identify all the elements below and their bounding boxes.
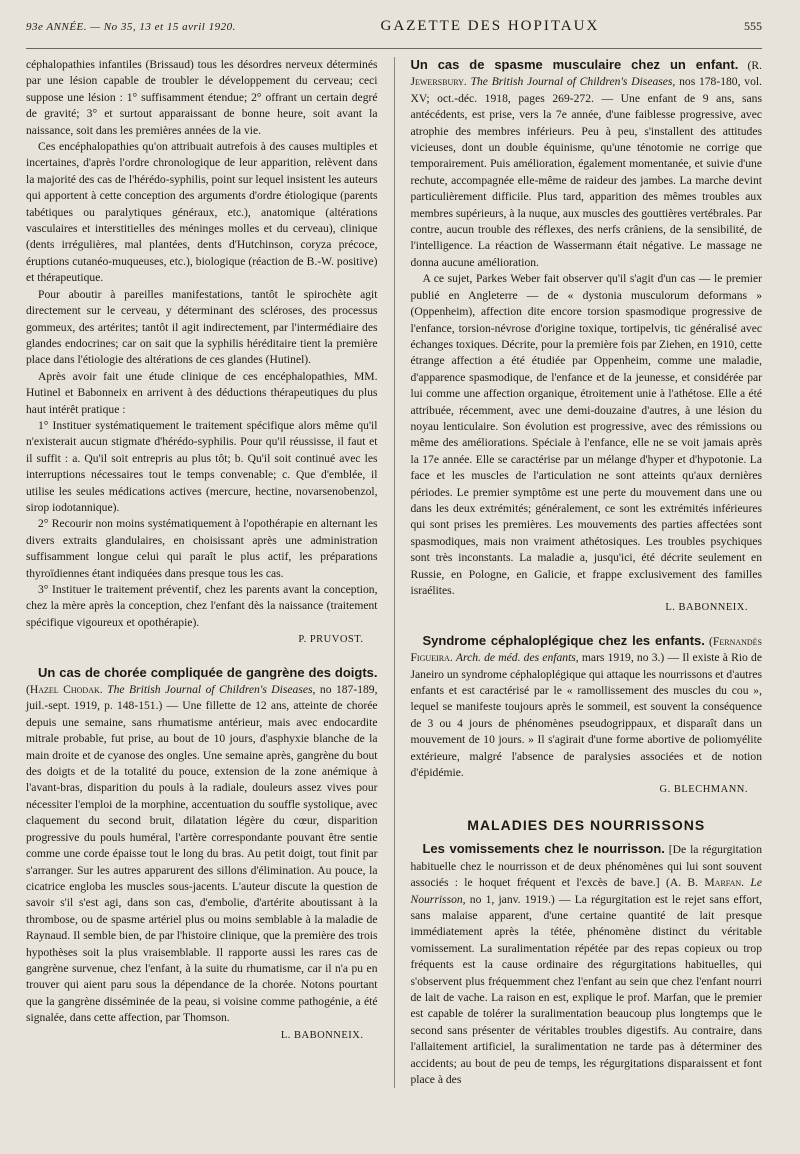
article-author: (Fernandès Figueira. bbox=[410, 634, 763, 665]
article-vomiting bbox=[410, 841, 762, 1088]
article-title: Syndrome céphaloplégique chez les enfants. bbox=[422, 632, 705, 648]
paragraph: 1° Instituer systématiquement le traitement spécifique alors même qu'il n'existerait aucun stigmate d'hérédo-syphilis. Pour qu'il réussisse, il faut et il suffit : a. Qu'il soit entrepris au plus tôt; b. Qu'il soit continué avec les interruptions nécessaires tout le temps convenable; c. Que d'emblée, il utilise les seules médications actives (mercure, hectine, novarsenobenzol, sirop iodotannique). bbox=[26, 418, 378, 514]
paragraph: Pour aboutir à pareilles manifestations, tantôt le spirochète agit directement sur le cerveau, y déterminant des scléroses, des processus gommeux, des artérites; tantôt il agit indirectement, par l'intermédiaire des glandes endocrines; car on sait que la syphilis héréditaire tient la première place dans l'étiologie des altérations de ces glandes (Hutinel). bbox=[26, 287, 378, 367]
paragraph: céphalopathies infantiles (Brissaud) tous les désordres nerveux déterminés par une lésion capable de troubler le développement du cerveau; ceci suppose une lésion : 1° suffisamment étendue; 2° offrant un certain degré de gravité; 3° et surtout apparaissant de bonne heure, soit avant la naissance, soit dans les premières années de la vie. bbox=[26, 58, 378, 137]
article-author: (Hazel Chodak. bbox=[26, 683, 103, 697]
article-author: (R. Jewersbury. bbox=[410, 59, 762, 89]
spacer bbox=[410, 623, 762, 633]
article-body: — Une enfant de 9 ans, sans antécédents, est prise, vers la 7e année, d'une faiblesse progressive, avec atrophie des membres inférieurs. Peu à peu, s'installent des attitudes vicieuses, dont un double équinisme, qu'une ténotomie ne corrige que temporairement. Puis amélioration, également momentanée, et suivie d'une rechute, accompagnée elle-même de raideur des jambes. La marche devint particulièrement difficile. Plus tard, apparition des mêmes troubles aux membres supérieurs, à la nuque, aux muscles des gouttières vertébrales. Par contre, aucun trouble des réflexes, des nerfs crâniens, de la sensibilité, de l'intelligence. La réaction de Wassermann était négative. Le massage ne donna aucune amélioration. bbox=[410, 91, 762, 269]
article-subtitle: [De la régurgitation habituelle chez le nourrisson et de deux phénomènes qui lui sont souvent associés : le hoquet fréquent et l'excès de bave.] bbox=[410, 843, 763, 890]
article-spasm bbox=[410, 57, 762, 271]
journal-title: GAZETTE DES HOPITAUX bbox=[380, 18, 600, 34]
article-title: Un cas de chorée compliquée de gangrène des doigts. bbox=[38, 664, 378, 680]
article-body: — Il existe à Rio de Janeiro un syndrome céphaloplégique qui attaque les nourrissons et d'autres enfants et est caractérisé par le « ramollissement des muscles du cou », lequel se manifeste toujours après le sommeil, est souvent la conséquence de 3 ou 4 jours de phénomènes pseudogrippaux, et disparaît dans un mouvement de 10 jours. » Il s'agirait d'une forme abortive de poliomyélite extérieure, malgré l'absence de paralysies associées et de notion d'épidémie. bbox=[410, 651, 762, 780]
article-title: Les vomissements chez le nourrisson. bbox=[422, 841, 665, 857]
paragraph: A ce sujet, Parkes Weber fait observer qu'il s'agit d'un cas — le premier publié en Angleterre — de « dystonia musculorum deformans » (Oppenheim), affection dite encore torsion spasmodique progressive de l'enfance, torsion-névrose d'origine toxique, tortipelvis, tic généralisé avec échanges toxiques. Décrite, pour la première fois par Ziehen, en 1910, cette étrange affection a été étudiée par Oppenheim, comme une maladie, d'apparence spasmodique, de l'enfance et de la jeunesse, et considérée par lui comme une affection organique, étroitement unie à l'athétose. Elle a été attribuée, récemment, avec une demi-douzaine d'autres, à une lésion du noyau lenticulaire. Son évolution est progressive, avec des rémissions ou même des améliorations. Spéciale à l'enfance, elle ne se voit jamais après la 17e année. Elle se caractérise par un mélange d'hyper et d'hypotonie. La face et les muscles de l'articulation ne sont atteints qu'aux dernières périodes. Le premier symptôme est une perte du mouvement dans une ou dans les deux extrémités; généralement, ce sont les extrémités inférieures qui sont prises les premières. Les mouvements des parties affectées sont spasmodiques, mais non vraiment athétosiques. Les troubles psychiques sont très inconstants. La maladie a, jusqu'ici, été décrite seulement en Russie, en Pologne, en Galicie, et frappe exclusivement des familles israélites. bbox=[410, 272, 762, 597]
article-journal: Le Nourrisson, bbox=[410, 876, 762, 906]
paragraph: Après avoir fait une étude clinique de ces encéphalopathies, MM. Hutinel et Babonneix en arrivent à des déductions thérapeutiques du plus haut intérêt pratique : bbox=[26, 369, 378, 416]
article-author: (A. B. Marfan. bbox=[665, 876, 745, 890]
article-reference: no 187-189, juil.-sept. 1919, p. 148-151.) bbox=[26, 683, 378, 713]
article-chorea bbox=[26, 665, 378, 1027]
article-body: — La régurgitation est le rejet sans effort, sans malaise apparent, d'une certaine quantité de lait presque immédiatement après la tétée, phénomène distinct du véritable vomissement. La suralimentation répétée par des repas copieux ou trop fréquents est la cause ordinaire des régurgitations habituelles, qui s'observent plus fréquemment chez l'enfant au sein que chez l'enfant nourri de lait de vache. La raison en est, explique le prof. Marfan, que le premier est capable de tolérer la suralimentation beaucoup plus longtemps que le second sans présenter de véritables troubles digestifs. Au contraire, dans l'allaitement artificiel, la suralimentation ne tarde pas à déterminer des accidents; au bout de peu de temps, les régurgitations disparaissent et font place à des bbox=[410, 892, 762, 1086]
article-reference: no 1, janv. 1919.) bbox=[469, 892, 555, 906]
paragraph: Ces encéphalopathies qu'on attribuait autrefois à des causes multiples et incertaines, d'après l'ordre chronologique de leur apparition, relèvent dans la majorité des cas de l'hérédo-syphilis, point sur lequel insistent les auteurs qui apportent à cette conception des arguments d'ordre étiologique (parents tabétiques ou paralytiques généraux, etc.), anatomique (altérations vasculaires et interstitielles des méninges molles et du cerveau), clinique (dents irrégulières, mal plantées, dents d'Hutchinson, coryza précoce, éruptions cutanéo-muqueuses, etc.), biologique (réaction de B.-W. positive) et thérapeutique. bbox=[26, 140, 378, 285]
paragraph: 3° Instituer le traitement préventif, chez les parents avant la conception, chez la mère après la conception, chez l'enfant dès la naissance (traitement spécifique vigoureux et opothérapie). bbox=[26, 583, 378, 629]
article-journal: The British Journal of Children's Diseases, bbox=[107, 683, 316, 697]
article-journal: The British Journal of Children's Diseases, bbox=[470, 75, 676, 89]
author-signature: G. BLECHMANN. bbox=[659, 784, 748, 796]
page-header bbox=[26, 18, 762, 49]
article-reference: nos 178-180, vol. XV; oct.-déc. 1918, pages 269-272. bbox=[410, 75, 762, 105]
article-journal: Arch. de méd. des enfants, bbox=[455, 651, 579, 665]
column-divider bbox=[394, 57, 395, 1088]
article-cephaloplegic bbox=[410, 633, 762, 782]
article-body: — Une fillette de 12 ans, atteinte de chorée depuis une semaine, sans rhumatisme antérieur, mais avec endocardite mitrale probable, fut prise, au bout de 10 jours, d'asphyxie blanche de la main droite et de cyanose des ongles. Une semaine après, gangrène du bout des doigts et de la totalité du pouce, extension de la zone anémique à l'avant-bras, disparition du pouls à la radiale, douleurs assez vives pour nécessiter l'emploi de la morphine, accentuation du souffle systolique, avec claquement du second bruit, dilatation légère du cœur, disparition progressive du pouls huméral, l'artère correspondante pouvant être sentie comme une corde épaisse tout le long du bras. Au petit doigt, tout finit par s'arranger. Sur les autres apparurent des sillons d'élimination. Au pouce, la cicatrice engloba les muscles sous-jacents. L'auteur discute la question de savoir s'il s'est agi, dans son cas, d'embolie, d'artérite aboutissant à la thrombose, ou de spasme artériel plus ou moins semblable à la maladie de Raynaud. Il semble bien, de par l'histoire clinique, que la première des trois hypothèses soit la plus vraisemblable. Il rapporte aussi les rares cas de gangrène survenue, chez l'enfant, à la suite du rhumatisme, car il n'a pu en trouver qui aient paru sous la dépendance de la chorée. Notons pourtant que la gangrène disséminée de la peau, si voisine comme pathogénie, a été signalée, dans cette affection, par Thomson. bbox=[26, 699, 378, 1025]
section-heading: MALADIES DES NOURRISSONS bbox=[467, 816, 706, 833]
article-title: Un cas de spasme musculaire chez un enfant. bbox=[410, 57, 739, 72]
article-reference: mars 1919, no 3.) bbox=[581, 651, 665, 665]
page-number: 555 bbox=[743, 19, 762, 33]
text-columns bbox=[26, 57, 762, 1088]
paragraph: 2° Recourir non moins systématiquement à l'opothérapie en alternant les divers extraits glandulaires, en choisissant après une administration suffisamment longue celui qui paraît le plus actif, les préparations thyroïdiennes étant indiquées dans presque tous les cas. bbox=[26, 517, 378, 580]
left-column bbox=[26, 57, 378, 1088]
author-signature: P. PRUVOST. bbox=[298, 634, 364, 646]
spacer bbox=[26, 655, 378, 665]
author-signature: L. BABONNEIX. bbox=[280, 1029, 364, 1041]
right-column bbox=[410, 57, 762, 1088]
author-signature: L. BABONNEIX. bbox=[665, 602, 748, 614]
issue-info: 93e ANNÉE. — No 35, 13 et 15 avril 1920. bbox=[26, 21, 236, 33]
